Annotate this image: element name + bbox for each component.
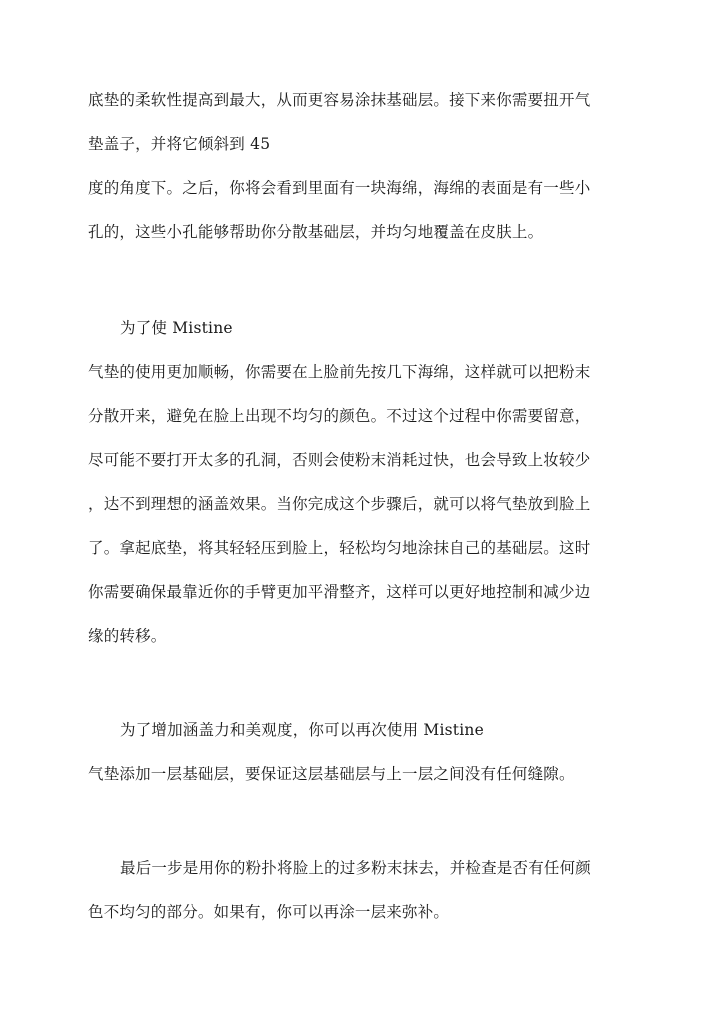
paragraph-start: 为了增加涵盖力和美观度，你可以再次使用 Mistine xyxy=(120,721,484,739)
text-line: 度的角度下。之后，你将会看到里面有一块海绵，海绵的表面是有一些小 xyxy=(88,179,591,197)
text-line: ，达不到理想的涵盖效果。当你完成这个步骤后，就可以将气垫放到脸上 xyxy=(88,495,591,513)
text-line: 孔的，这些小孔能够帮助你分散基础层，并均匀地覆盖在皮肤上。 xyxy=(88,223,544,241)
text-line: 底垫的柔软性提高到最大，从而更容易涂抹基础层。接下来你需要扭开气 xyxy=(88,91,591,109)
paragraph-start: 为了使 Mistine xyxy=(120,319,233,337)
text-line: 气垫的使用更加顺畅，你需要在上脸前先按几下海绵，这样就可以把粉末 xyxy=(88,363,591,381)
text-line: 尽可能不要打开太多的孔洞，否则会使粉末消耗过快，也会导致上妆较少 xyxy=(88,451,591,469)
text-line: 气垫添加一层基础层，要保证这层基础层与上一层之间没有任何缝隙。 xyxy=(88,765,575,783)
paragraph-start: 最后一步是用你的粉扑将脸上的过多粉末抹去，并检查是否有任何颜 xyxy=(120,859,592,877)
text-line: 色不均匀的部分。如果有，你可以再涂一层来弥补。 xyxy=(88,903,450,921)
text-line: 了。拿起底垫，将其轻轻压到脸上，轻松均匀地涂抹自己的基础层。这时 xyxy=(88,539,591,557)
text-line: 你需要确保最靠近你的手臂更加平滑整齐，这样可以更好地控制和减少边 xyxy=(88,583,591,601)
text-line: 缘的转移。 xyxy=(88,627,167,645)
text-line: 分散开来，避免在脸上出现不均匀的颜色。不过这个过程中你需要留意， xyxy=(88,407,591,425)
text-line: 垫盖子，并将它倾斜到 45 xyxy=(88,135,271,153)
